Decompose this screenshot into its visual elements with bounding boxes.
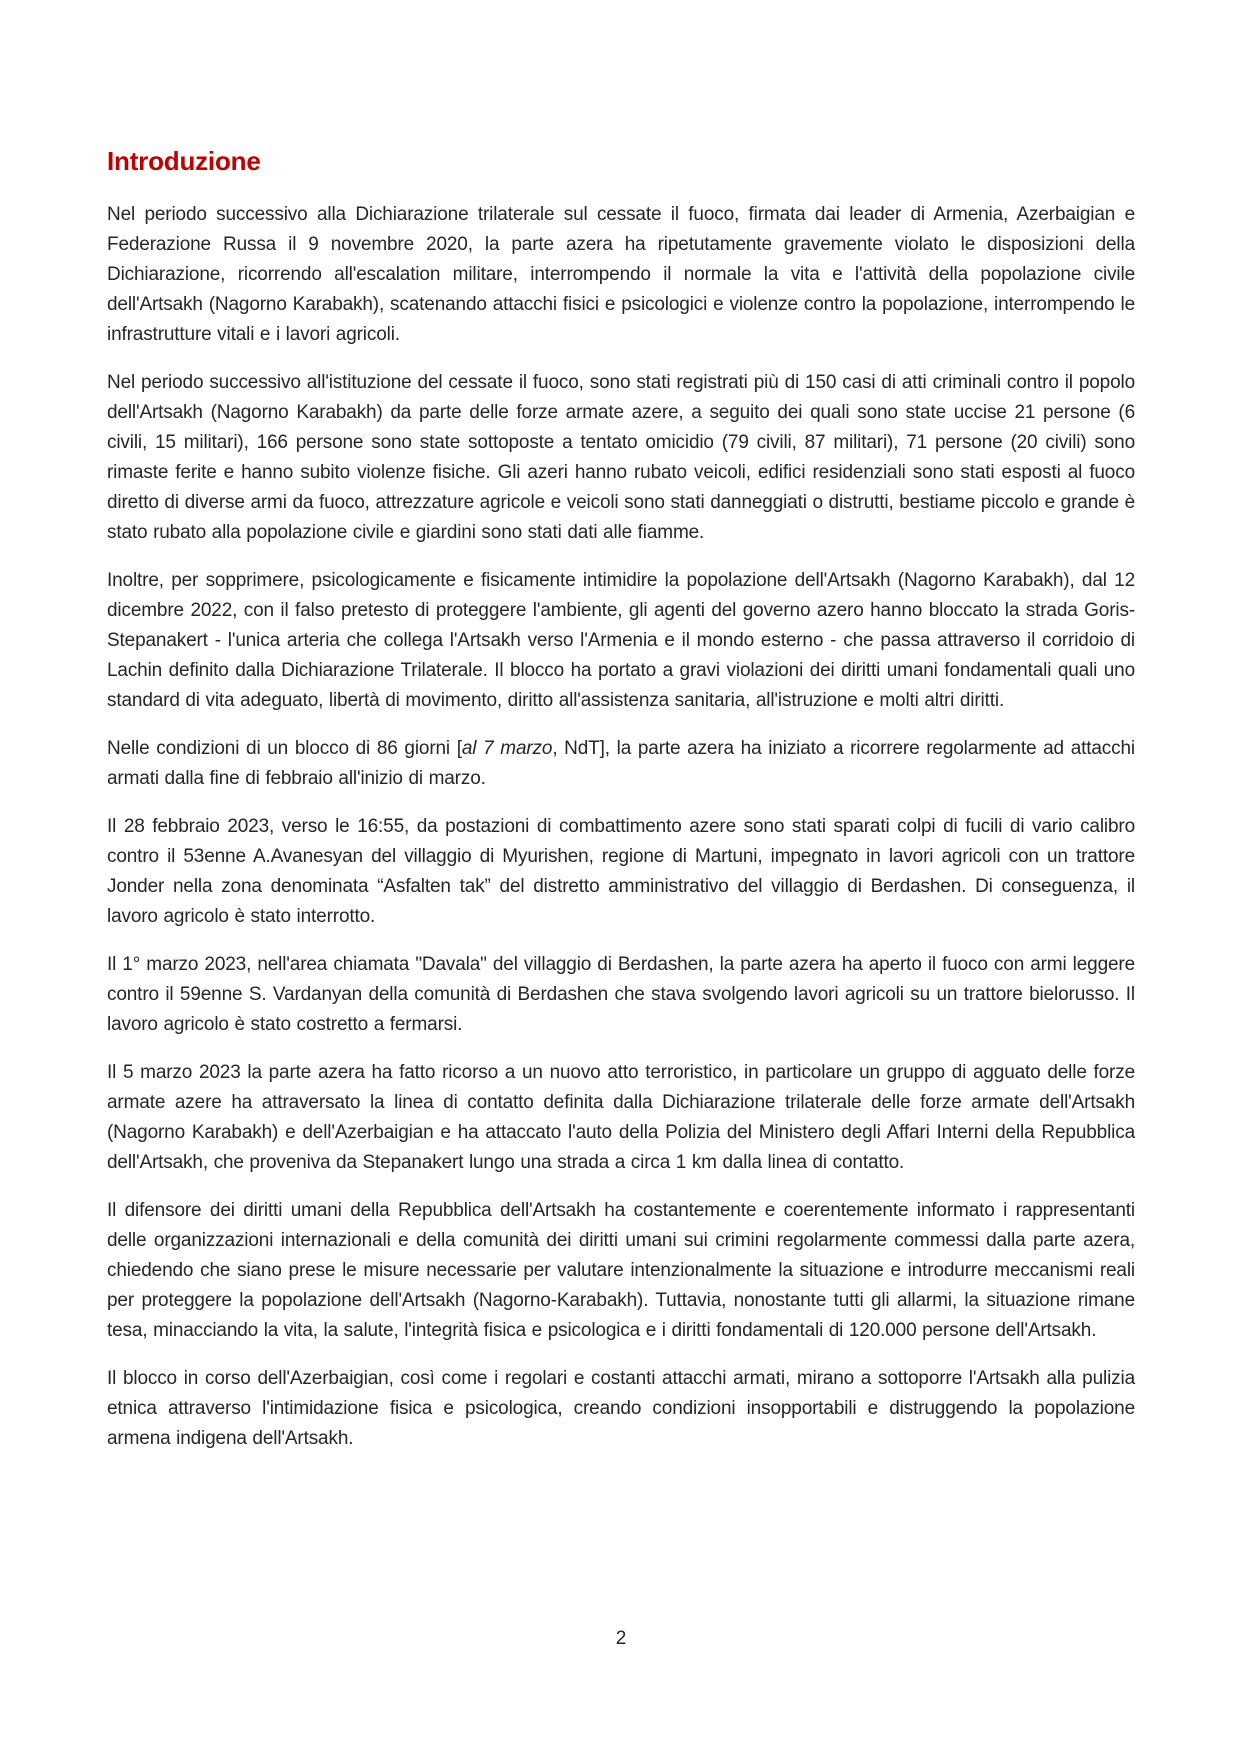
paragraph bbox=[107, 566, 1135, 716]
paragraph-run: Il blocco in corso dell'Azerbaigian, così come i regolari e costanti attacchi armati, mirano a sottoporre l'Artsakh alla pulizia etnica attraverso l'intimidazione fisica e psicologica, creando condizioni insopportabili e distruggendo la popolazione armena indigena dell'Artsakh. bbox=[107, 1368, 1135, 1449]
paragraph bbox=[107, 200, 1135, 350]
paragraph-run: Nel periodo successivo all'istituzione del cessate il fuoco, sono stati registrati più di 150 casi di atti criminali contro il popolo dell'Artsakh (Nagorno Karabakh) da parte delle forze armate azere, a seguito dei quali sono state uccise 21 persone (6 civili, 15 militari), 166 persone sono state sottoposte a tentato omicidio (79 civili, 87 militari), 71 persone (20 civili) sono rimaste ferite e hanno subito violenze fisiche. Gli azeri hanno rubato veicoli, edifici residenziali sono stati esposti al fuoco diretto di diverse armi da fuoco, attrezzature agricole e veicoli sono stati danneggiati o distrutti, bestiame piccolo e grande è stato rubato alla popolazione civile e giardini sono stati dati alle fiamme. bbox=[107, 372, 1135, 543]
page-number: 2 bbox=[615, 1628, 627, 1649]
paragraph-run: Nelle condizioni di un blocco di 86 giorni [ bbox=[107, 738, 462, 759]
paragraph bbox=[107, 950, 1135, 1040]
paragraph bbox=[107, 1196, 1135, 1346]
paragraph bbox=[107, 812, 1135, 932]
paragraph-run: Il difensore dei diritti umani della Repubblica dell'Artsakh ha costantemente e coerentemente informato i rappresentanti delle organizzazioni internazionali e della comunità dei diritti umani sui crimini regolarmente commessi dalla parte azera, chiedendo che siano prese le misure necessarie per valutare intenzionalmente la situazione e introdurre meccanismi reali per proteggere la popolazione dell'Artsakh (Nagorno-Karabakh). Tuttavia, nonostante tutti gli allarmi, la situazione rimane tesa, minacciando la vita, la salute, l'integrità fisica e psicologica e i diritti fondamentali di 120.000 persone dell'Artsakh. bbox=[107, 1200, 1135, 1341]
paragraph-run-italic: al 7 marzo bbox=[461, 738, 553, 759]
paragraph bbox=[107, 734, 1135, 794]
paragraph-run: Il 5 marzo 2023 la parte azera ha fatto ricorso a un nuovo atto terroristico, in particolare un gruppo di agguato delle forze armate azere ha attraversato la linea di contatto definita dalla Dichiarazione trilaterale delle forze armate dell'Artsakh (Nagorno Karabakh) e dell'Azerbaigian e ha attaccato l'auto della Polizia del Ministero degli Affari Interni della Repubblica dell'Artsakh, che proveniva da Stepanakert lungo una strada a circa 1 km dalla linea di contatto. bbox=[107, 1062, 1135, 1173]
document-body bbox=[107, 200, 1135, 1454]
section-heading: Introduzione bbox=[107, 146, 261, 176]
paragraph-run: Il 1° marzo 2023, nell'area chiamata "Davala" del villaggio di Berdashen, la parte azera ha aperto il fuoco con armi leggere contro il 59enne S. Vardanyan della comunità di Berdashen che stava svolgendo lavori agricoli su un trattore bielorusso. Il lavoro agricolo è stato costretto a fermarsi. bbox=[107, 954, 1135, 1035]
paragraph-run: Nel periodo successivo alla Dichiarazione trilaterale sul cessate il fuoco, firmata dai leader di Armenia, Azerbaigian e Federazione Russa il 9 novembre 2020, la parte azera ha ripetutamente gravemente violato le disposizioni della Dichiarazione, ricorrendo all'escalation militare, interrompendo il normale la vita e l'attività della popolazione civile dell'Artsakh (Nagorno Karabakh), scatenando attacchi fisici e psicologici e violenze contro la popolazione, interrompendo le infrastrutture vitali e i lavori agricoli. bbox=[107, 204, 1135, 345]
paragraph bbox=[107, 1058, 1135, 1178]
paragraph bbox=[107, 1364, 1135, 1454]
paragraph-run: , NdT], la parte azera ha iniziato a ricorrere regolarmente ad attacchi armati dalla fine di febbraio all'inizio di marzo. bbox=[107, 738, 1135, 789]
paragraph-run: Inoltre, per sopprimere, psicologicamente e fisicamente intimidire la popolazione dell'Artsakh (Nagorno Karabakh), dal 12 dicembre 2022, con il falso pretesto di proteggere l'ambiente, gli agenti del governo azero hanno bloccato la strada Goris-Stepanakert - l'unica arteria che collega l'Artsakh verso l'Armenia e il mondo esterno - che passa attraverso il corridoio di Lachin definito dalla Dichiarazione Trilaterale. Il blocco ha portato a gravi violazioni dei diritti umani fondamentali quali uno standard di vita adeguato, libertà di movimento, diritto all'assistenza sanitaria, all'istruzione e molti altri diritti. bbox=[107, 570, 1135, 711]
paragraph-run: Il 28 febbraio 2023, verso le 16:55, da postazioni di combattimento azere sono stati sparati colpi di fucili di vario calibro contro il 53enne A.Avanesyan del villaggio di Myurishen, regione di Martuni, impegnato in lavori agricoli con un trattore Jonder nella zona denominata “Asfalten tak” del distretto amministrativo del villaggio di Berdashen. Di conseguenza, il lavoro agricolo è stato interrotto. bbox=[107, 816, 1135, 927]
paragraph bbox=[107, 368, 1135, 548]
